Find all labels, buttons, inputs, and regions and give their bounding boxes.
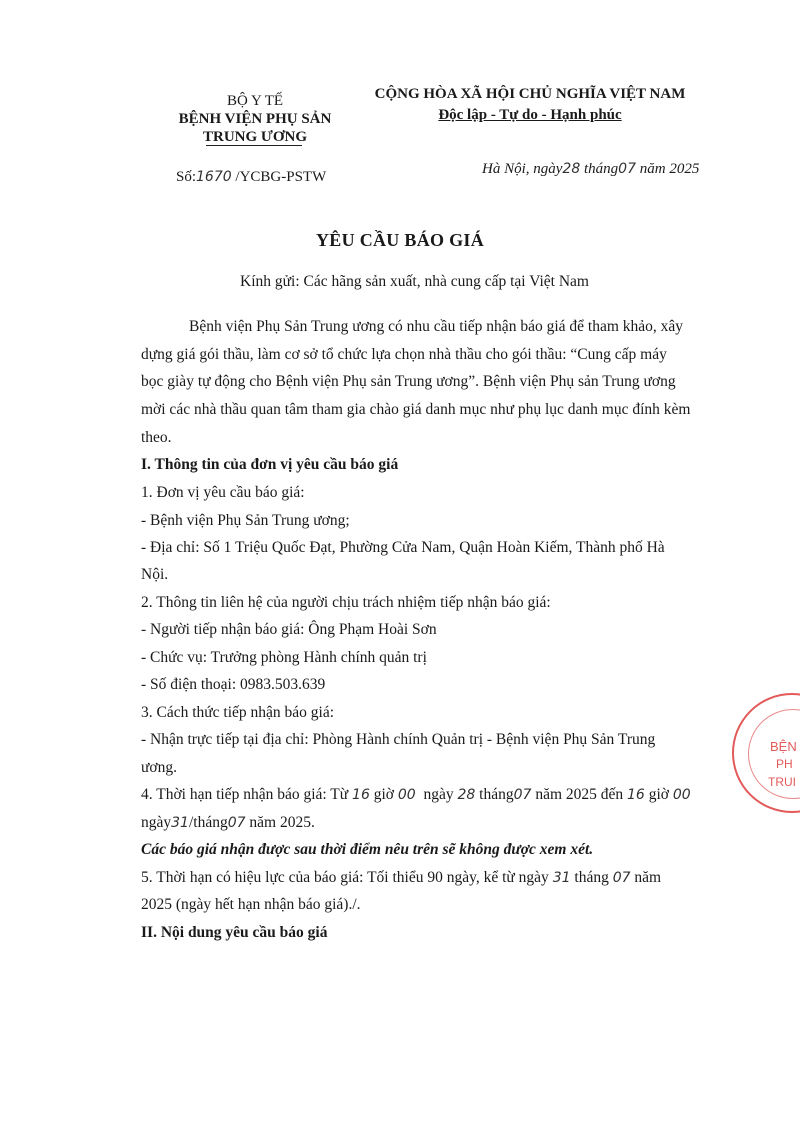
section-1-heading: I. Thông tin của đơn vị yêu cầu báo giá	[141, 456, 399, 473]
hospital-name-line1: BỆNH VIỆN PHỤ SẢN	[178, 111, 332, 127]
item-4-text: năm 2025 đến	[535, 786, 624, 803]
country-name: CỘNG HÒA XÃ HỘI CHỦ NGHĨA VIỆT NAM	[374, 86, 686, 102]
item-1-address-line1: - Địa chỉ: Số 1 Triệu Quốc Đạt, Phường Cửa Nam, Quận Hoàn Kiếm, Thành phố Hà	[141, 539, 665, 556]
hospital-name-line2: TRUNG ƯƠNG	[202, 129, 308, 145]
addressee: Kính gửi: Các hãng sản xuất, nhà cung cấp tại Việt Nam	[240, 273, 589, 290]
item-3-label: 3. Cách thức tiếp nhận báo giá:	[141, 704, 335, 721]
document-number	[176, 169, 326, 186]
doc-number-handwritten: 1670	[196, 169, 232, 185]
ministry-name: BỘ Y TẾ	[226, 93, 284, 109]
item-4-end-hour: 16	[627, 787, 645, 803]
date-month-label: tháng	[584, 161, 619, 177]
intro-line-1: Bệnh viện Phụ Sản Trung ương có nhu cầu tiếp nhận báo giá để tham khảo, xây	[189, 318, 684, 335]
item-5-day: 31	[552, 870, 571, 886]
item-4-start-hour: 16	[352, 787, 370, 803]
item-4-text: năm 2025.	[249, 814, 315, 831]
item-4-end-month: 07	[227, 815, 246, 831]
item-3-line2: ương.	[141, 759, 177, 776]
item-1-unit: - Bệnh viện Phụ Sản Trung ương;	[141, 512, 350, 529]
item-4-line2	[141, 814, 315, 832]
item-1-label: 1. Đơn vị yêu cầu báo giá:	[141, 484, 305, 501]
item-2-label: 2. Thông tin liên hệ của người chịu trách nhiệm tiếp nhận báo giá:	[141, 594, 551, 611]
doc-number-suffix: /YCBG-PSTW	[235, 169, 327, 185]
item-3-line1: - Nhận trực tiếp tại địa chỉ: Phòng Hành chính Quản trị - Bệnh viện Phụ Sản Trung	[141, 731, 656, 748]
national-header	[360, 84, 700, 126]
national-motto: Độc lập - Tự do - Hạnh phúc	[438, 107, 622, 123]
doc-number-prefix: Số:	[176, 169, 197, 185]
date-place: Hà Nội, ngày	[482, 161, 563, 177]
item-4-end-minute: 00	[672, 787, 691, 803]
intro-line-4: mời các nhà thầu quan tâm tham gia chào giá danh mục như phụ lục danh mục đính kèm	[141, 401, 691, 418]
document-date	[482, 161, 699, 178]
item-4-text: ngày	[423, 786, 454, 803]
date-month-handwritten: 07	[618, 161, 636, 177]
date-year: năm 2025	[639, 161, 700, 177]
item-4-text: giờ	[373, 786, 394, 803]
issuer-underline	[206, 145, 302, 146]
item-4-end-day: 31	[171, 815, 189, 831]
item-5-line1	[141, 869, 661, 887]
item-1-address-line2: Nội.	[141, 566, 169, 583]
item-4-text: 4. Thời hạn tiếp nhận báo giá: Từ	[141, 786, 349, 803]
issuer-block	[150, 92, 360, 146]
item-5-text: 5. Thời hạn có hiệu lực của báo giá: Tối thiểu 90 ngày, kể từ ngày	[141, 869, 549, 886]
intro-line-2: dựng giá gói thầu, làm cơ sở tổ chức lựa chọn nhà thầu cho gói thầu: “Cung cấp máy	[141, 346, 667, 363]
item-5-text: tháng	[574, 869, 609, 886]
item-2-phone: - Số điện thoại: 0983.503.639	[141, 676, 326, 693]
intro-line-5: theo.	[141, 429, 172, 446]
item-2-person: - Người tiếp nhận báo giá: Ông Phạm Hoài Sơn	[141, 621, 437, 638]
item-4-start-minute: 00	[397, 787, 416, 803]
hospital-seal-stamp	[732, 693, 800, 813]
item-4-start-month: 07	[513, 787, 532, 803]
seal-text-3: TRUI	[768, 775, 796, 789]
item-4-text: ngày	[141, 814, 172, 831]
section-2-heading: II. Nội dung yêu cầu báo giá	[141, 924, 328, 941]
intro-line-3: bọc giày tự động cho Bệnh viện Phụ sản Trung ương”. Bệnh viện Phụ sản Trung ương	[141, 373, 676, 390]
date-day-handwritten: 28	[562, 161, 581, 177]
item-4-start-day: 28	[457, 787, 476, 803]
item-4-text: tháng	[479, 786, 514, 803]
item-5-month: 07	[612, 870, 631, 886]
late-submission-note: Các báo giá nhận được sau thời điểm nêu trên sẽ không được xem xét.	[141, 841, 594, 858]
item-4-text: /tháng	[188, 814, 228, 831]
item-5-text: năm	[634, 869, 662, 886]
item-5-line2: 2025 (ngày hết hạn nhận báo giá)./.	[141, 896, 361, 913]
item-4-line1	[141, 786, 691, 804]
seal-text-1: BỆN	[770, 739, 797, 754]
item-4-text: giờ	[648, 786, 669, 803]
document-title: YÊU CẦU BÁO GIÁ	[315, 230, 484, 250]
item-2-position: - Chức vụ: Trưởng phòng Hành chính quản trị	[141, 649, 427, 666]
seal-text-2: PH	[776, 757, 793, 771]
